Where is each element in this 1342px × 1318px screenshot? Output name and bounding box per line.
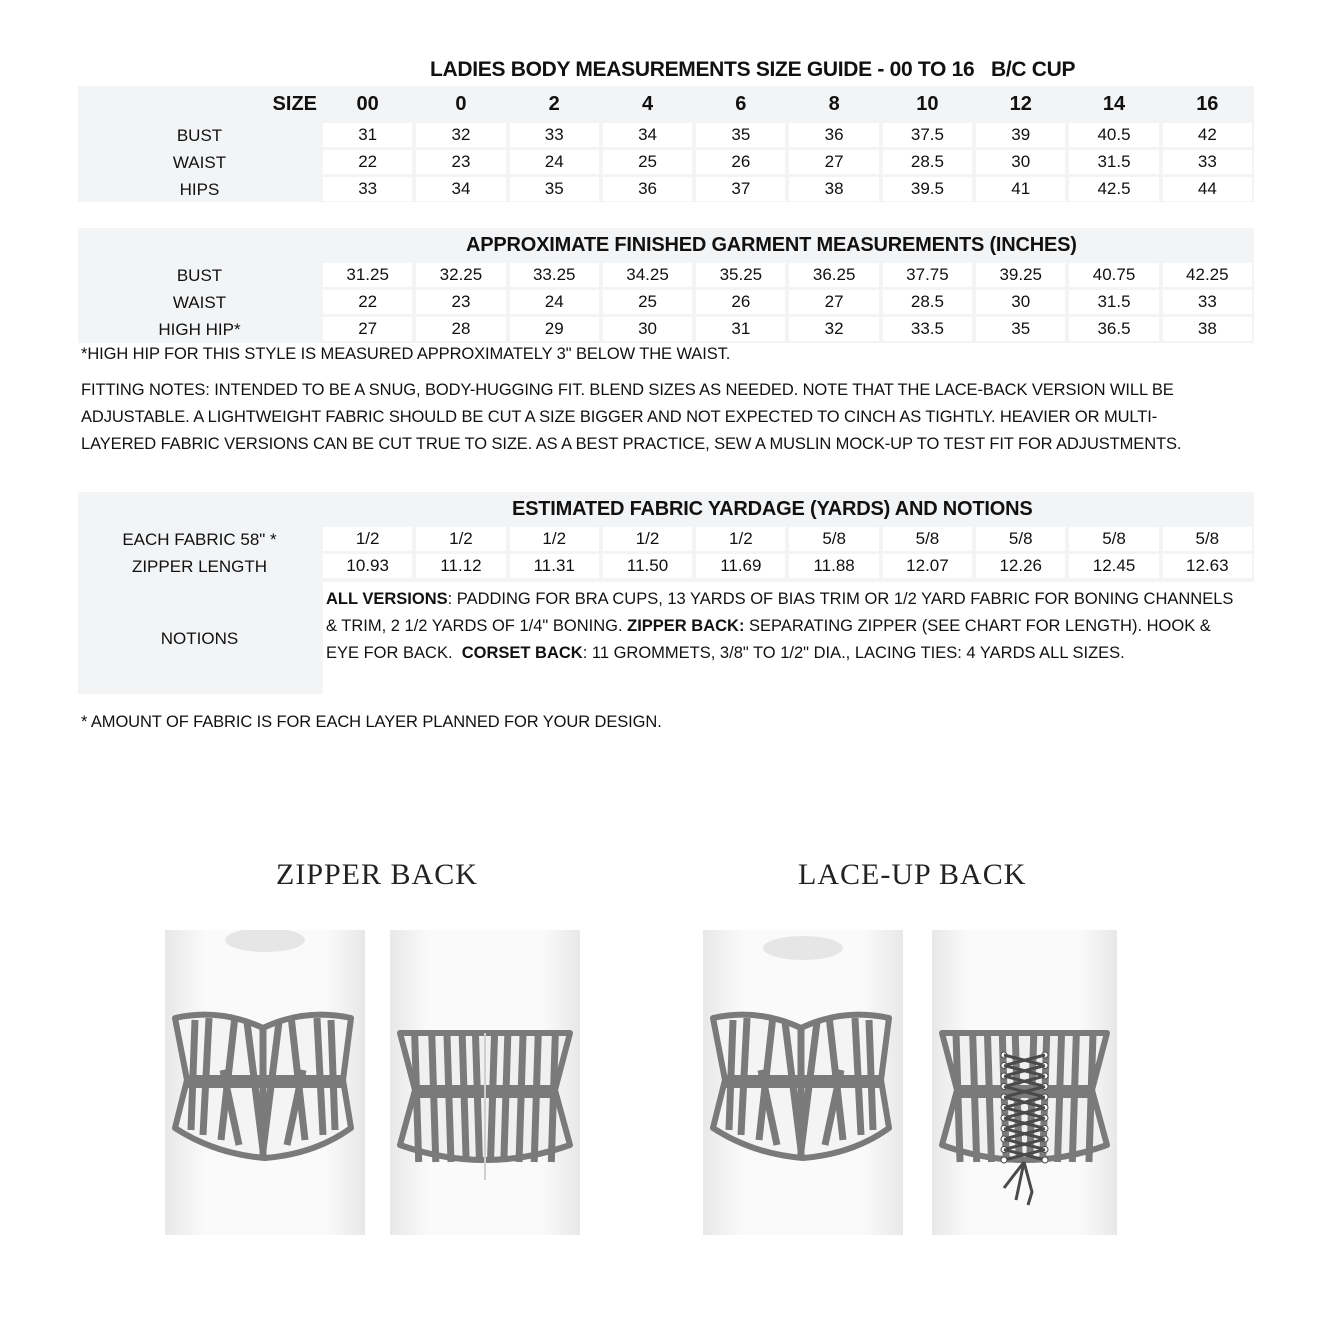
table-cell: 32 — [789, 317, 878, 341]
high-hip-footnote: *HIGH HIP FOR THIS STYLE IS MEASURED APPROXIMATELY 3" BELOW THE WAIST. — [81, 345, 731, 363]
table-cell: 30 — [976, 290, 1065, 314]
row-label: HIPS — [179, 179, 220, 199]
boning-channel — [1072, 1035, 1076, 1162]
table-row — [78, 526, 1254, 553]
zipper-front-figure — [165, 930, 365, 1235]
table-row — [78, 149, 1254, 176]
table-row — [78, 553, 1254, 580]
table-cell: 34 — [603, 123, 692, 147]
size-header-cell: 0 — [455, 92, 467, 115]
table-cell: 35 — [510, 177, 599, 201]
all-versions-text: : PADDING FOR BRA CUPS, 13 YARDS OF BIAS TRIM OR 1/2 YARD FABRIC FOR BONING CHANNELS & TRIM, 2 1/2 YARDS OF 1/4" BONING. — [326, 590, 1234, 635]
table-cell: 5/8 — [883, 527, 972, 551]
table-cell: 40.5 — [1069, 123, 1158, 147]
table-cell: 26 — [696, 150, 785, 174]
table-cell: 5/8 — [1163, 527, 1252, 551]
table-cell: 33 — [510, 123, 599, 147]
table-cell: 24 — [510, 290, 599, 314]
size-header-cell: 6 — [735, 92, 747, 115]
table-cell: 24 — [510, 150, 599, 174]
table-cell: 27 — [323, 317, 412, 341]
laceup-back-caption: LACE-UP BACK — [798, 858, 1027, 891]
table-cell: 32.25 — [416, 263, 505, 287]
fitting-notes-line: FITTING NOTES: INTENDED TO BE A SNUG, BODY-HUGGING FIT. BLEND SIZES AS NEEDED. NOTE THAT THE LACE-BACK VERSION WILL BE — [81, 381, 1174, 399]
row-label: ZIPPER LENGTH — [131, 556, 268, 576]
table-cell: 36 — [789, 123, 878, 147]
table-cell: 11.31 — [510, 554, 599, 578]
table-cell: 12.26 — [976, 554, 1065, 578]
table-cell: 36.25 — [789, 263, 878, 287]
table-cell: 36.5 — [1069, 317, 1158, 341]
zipper-back-caption: ZIPPER BACK — [276, 858, 478, 891]
finished-measurements-title: APPROXIMATE FINISHED GARMENT MEASUREMENTS (INCHES) — [466, 233, 1077, 256]
table-cell: 39.5 — [883, 177, 972, 201]
size-header-cell: 8 — [828, 92, 840, 115]
table-cell: 31 — [323, 123, 412, 147]
table-cell: 31.5 — [1069, 290, 1158, 314]
table-cell: 1/2 — [603, 527, 692, 551]
grommet — [1042, 1157, 1048, 1163]
row-label: EACH FABRIC 58" * — [122, 529, 277, 549]
table-cell: 30 — [976, 150, 1065, 174]
table-cell: 30 — [603, 317, 692, 341]
table-cell: 38 — [1163, 317, 1252, 341]
table-row — [78, 316, 1254, 343]
size-header-cell: 14 — [1102, 92, 1126, 115]
boning-channel — [551, 1035, 555, 1162]
table-cell: 5/8 — [1069, 527, 1158, 551]
table-cell: 27 — [789, 290, 878, 314]
boning-channel — [956, 1035, 960, 1162]
table-cell: 42 — [1163, 123, 1252, 147]
table-cell: 10.93 — [323, 554, 412, 578]
table-cell: 33 — [1163, 150, 1252, 174]
waist-tape — [187, 1075, 342, 1088]
size-header-cell: 10 — [916, 92, 939, 115]
table-cell: 31 — [696, 317, 785, 341]
table-cell: 29 — [510, 317, 599, 341]
table-cell: 25 — [603, 290, 692, 314]
boning-channel — [973, 1035, 977, 1162]
corset-back-label: CORSET BACK — [461, 644, 583, 662]
size-header-cell: 12 — [1009, 92, 1032, 115]
laceup-front-figure — [703, 930, 903, 1235]
table-cell: 11.12 — [416, 554, 505, 578]
fitting-notes-line: LAYERED FABRIC VERSIONS CAN BE CUT TRUE TO SIZE. AS A BEST PRACTICE, SEW A MUSLIN MOCK-UP TO TEST FIT FOR ADJUSTMENTS. — [81, 435, 1182, 453]
boning-channel — [988, 1035, 992, 1162]
boning-channel — [1058, 1035, 1062, 1162]
table-cell: 35.25 — [696, 263, 785, 287]
size-header-cell: 16 — [1196, 92, 1219, 115]
table-cell: 33.25 — [510, 263, 599, 287]
zipper-back-figure — [390, 930, 580, 1235]
size-header-cell: 00 — [356, 92, 379, 115]
zipper-back-text: SEPARATING ZIPPER (SEE CHART FOR LENGTH). HOOK & EYE FOR BACK. — [326, 617, 1216, 662]
fabric-footnote: * AMOUNT OF FABRIC IS FOR EACH LAYER PLANNED FOR YOUR DESIGN. — [81, 713, 662, 731]
mannequin-neck — [763, 936, 843, 960]
table-cell: 23 — [416, 290, 505, 314]
table-cell: 11.88 — [789, 554, 878, 578]
table-cell: 22 — [323, 150, 412, 174]
table-cell: 38 — [789, 177, 878, 201]
table-cell: 27 — [789, 150, 878, 174]
finished-measurements-table — [78, 228, 1254, 343]
table-cell: 37.75 — [883, 263, 972, 287]
size-header-cell: 2 — [548, 92, 560, 115]
table-cell: 12.07 — [883, 554, 972, 578]
table-cell: 28.5 — [883, 150, 972, 174]
body-measurements-table — [78, 86, 1254, 202]
zipper-back-label: ZIPPER BACK: — [627, 617, 745, 635]
table-cell: 23 — [416, 150, 505, 174]
table-cell: 31.5 — [1069, 150, 1158, 174]
size-guide-title: LADIES BODY MEASUREMENTS SIZE GUIDE - 00 TO 16 B/C CUP — [430, 58, 1076, 81]
boning-channel — [504, 1035, 508, 1162]
corset-back-boning — [942, 1033, 1107, 1162]
table-cell: 44 — [1163, 177, 1252, 201]
grommet — [1001, 1157, 1007, 1163]
fitting-notes — [81, 377, 1251, 458]
table-row — [78, 122, 1254, 149]
table-cell: 22 — [323, 290, 412, 314]
table-cell: 12.63 — [1163, 554, 1252, 578]
table-cell: 1/2 — [510, 527, 599, 551]
row-label: WAIST — [172, 292, 227, 312]
boning-channel — [1089, 1035, 1093, 1162]
table-cell: 5/8 — [976, 527, 1065, 551]
table-cell: 31.25 — [323, 263, 412, 287]
boning-channel — [491, 1035, 495, 1162]
table-cell: 42.5 — [1069, 177, 1158, 201]
table-cell: 40.75 — [1069, 263, 1158, 287]
table-cell: 37.5 — [883, 123, 972, 147]
table-cell: 39 — [976, 123, 1065, 147]
boning-channel — [534, 1035, 538, 1162]
table-cell: 5/8 — [789, 527, 878, 551]
boning-channel — [415, 1035, 419, 1162]
table-cell: 1/2 — [416, 527, 505, 551]
boning-channel — [476, 1035, 480, 1162]
corset-back-text: : 11 GROMMETS, 3/8" TO 1/2" DIA., LACING TIES: 4 YARDS ALL SIZES. — [582, 644, 1125, 662]
table-cell: 35 — [976, 317, 1065, 341]
yardage-title: ESTIMATED FABRIC YARDAGE (YARDS) AND NOTIONS — [512, 497, 1033, 520]
table-cell: 39.25 — [976, 263, 1065, 287]
table-cell: 32 — [416, 123, 505, 147]
row-label: WAIST — [172, 152, 227, 172]
table-cell: 34.25 — [603, 263, 692, 287]
laceup-back-figure — [932, 930, 1117, 1235]
table-cell: 28.5 — [883, 290, 972, 314]
table-cell: 33 — [323, 177, 412, 201]
boning-channel — [447, 1035, 451, 1162]
table-cell: 11.69 — [696, 554, 785, 578]
corset-front-boning — [713, 1015, 889, 1158]
table-cell: 11.50 — [603, 554, 692, 578]
table-row — [78, 289, 1254, 316]
boning-channel — [462, 1035, 466, 1162]
table-cell: 25 — [603, 150, 692, 174]
fitting-notes-line: ADJUSTABLE. A LIGHTWEIGHT FABRIC SHOULD BE CUT A SIZE BIGGER AND NOT EXPECTED TO CINCH AS TIGHTLY. HEAVIER OR MULTI- — [81, 408, 1158, 426]
notions-label: NOTIONS — [160, 629, 239, 648]
notions-row — [78, 580, 1254, 698]
size-label: SIZE — [272, 92, 317, 115]
corset-front-boning — [175, 1015, 351, 1158]
size-header-row — [78, 86, 1254, 122]
table-cell: 35 — [696, 123, 785, 147]
row-label: HIGH HIP* — [158, 319, 241, 339]
table-cell: 1/2 — [696, 527, 785, 551]
waist-tape — [725, 1075, 880, 1088]
notions-text — [323, 582, 1254, 696]
row-label: BUST — [176, 125, 223, 145]
table-cell: 12.45 — [1069, 554, 1158, 578]
table-row — [78, 262, 1254, 289]
table-cell: 1/2 — [323, 527, 412, 551]
table-row — [78, 176, 1254, 203]
boning-channel — [432, 1035, 436, 1162]
table-cell: 36 — [603, 177, 692, 201]
table-cell: 41 — [976, 177, 1065, 201]
row-label: BUST — [176, 265, 223, 285]
table-cell: 33.5 — [883, 317, 972, 341]
all-versions-label: ALL VERSIONS — [326, 590, 448, 608]
boning-channel — [519, 1035, 523, 1162]
table-cell: 37 — [696, 177, 785, 201]
table-cell: 34 — [416, 177, 505, 201]
size-header-cell: 4 — [641, 92, 654, 115]
table-cell: 26 — [696, 290, 785, 314]
table-cell: 28 — [416, 317, 505, 341]
yardage-table — [78, 492, 1254, 694]
table-cell: 33 — [1163, 290, 1252, 314]
table-cell: 42.25 — [1163, 263, 1252, 287]
